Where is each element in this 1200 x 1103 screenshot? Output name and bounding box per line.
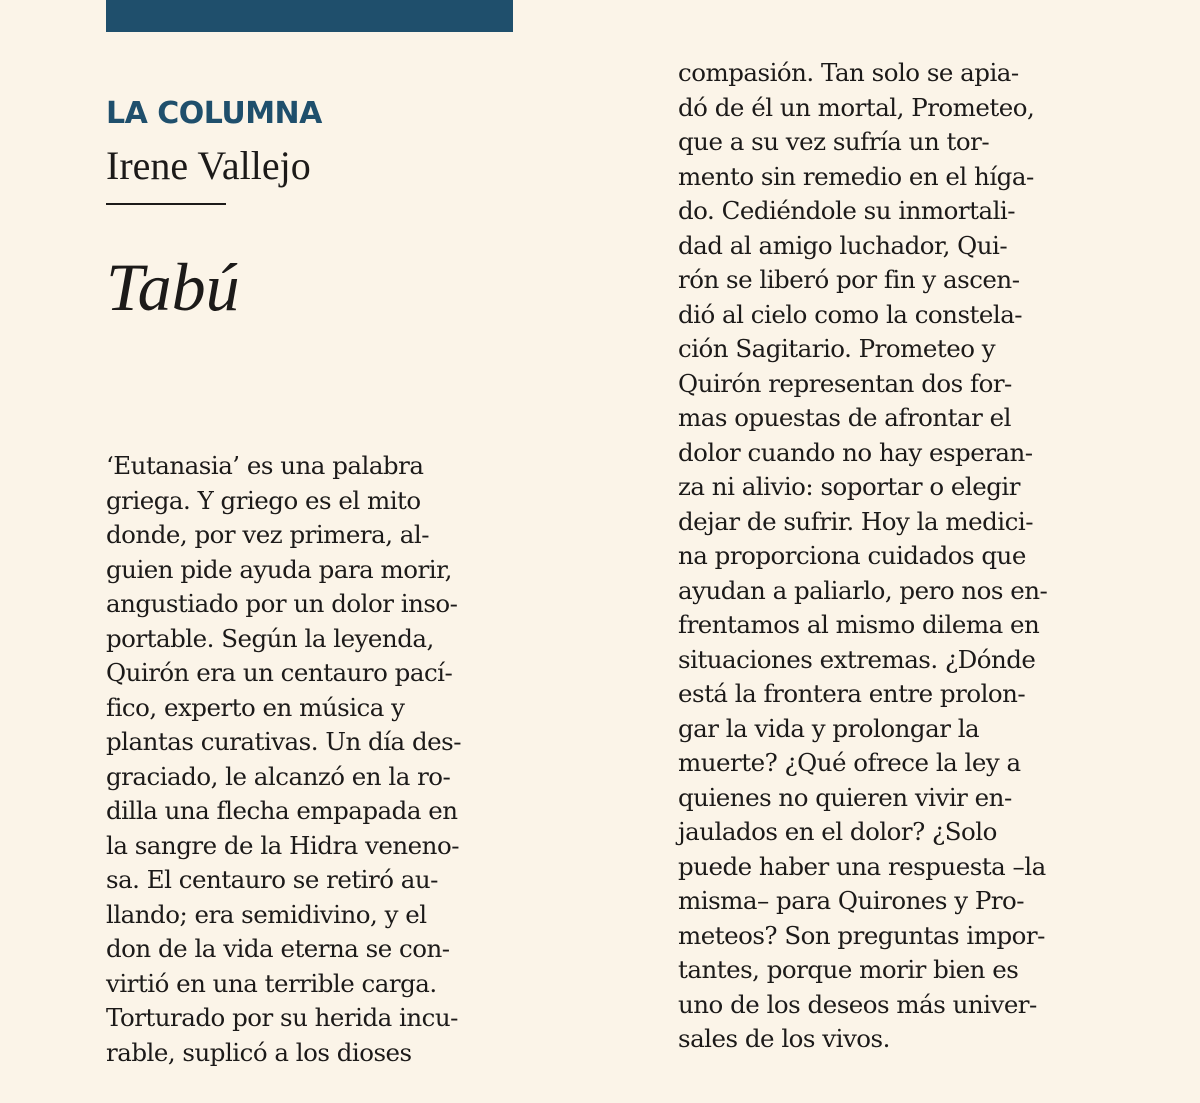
text-line: dó de él un mortal, Prometeo, (678, 92, 1035, 122)
text-line: mento sin remedio en el híga- (678, 161, 1034, 191)
text-line: plantas curativas. Un día des- (106, 727, 461, 756)
article-column-left (106, 449, 461, 1070)
text-line: llando; era semidivino, y el (106, 899, 427, 929)
text-line: guien pide ayuda para morir, (106, 554, 452, 584)
text-line: ción Sagitario. Prometeo y (678, 334, 996, 363)
article-column-right (678, 56, 1047, 1057)
text-line: na proporciona cuidados que (678, 541, 1026, 570)
text-line: jaulados en el dolor? ¿Solo (678, 817, 997, 846)
text-line: Quirón era un centauro pací- (106, 658, 453, 687)
text-line: gar la vida y prolongar la (678, 713, 980, 743)
text-line: do. Cediéndole su inmortali- (678, 196, 1016, 225)
text-line: mas opuestas de afrontar el (678, 403, 1011, 432)
text-line: muerte? ¿Qué ofrece la ley a (678, 748, 1021, 777)
author-divider (106, 203, 226, 205)
text-line: misma– para Quirones y Pro- (678, 886, 1025, 915)
text-line: dilla una flecha empapada en (106, 796, 458, 825)
text-line: sales de los vivos. (678, 1024, 890, 1053)
text-line: graciado, le alcanzó en la ro- (106, 761, 451, 791)
text-line: virtió en una terrible carga. (106, 968, 437, 998)
text-line: que a su vez sufría un tor- (678, 127, 990, 156)
text-line: ‘Eutanasia’ es una palabra (106, 451, 424, 480)
text-line: donde, por vez primera, al- (106, 520, 430, 549)
text-line: angustiado por un dolor inso- (106, 589, 458, 618)
text-line: portable. Según la leyenda, (106, 623, 434, 653)
text-line: dió al cielo como la constela- (678, 299, 1023, 329)
text-line: compasión. Tan solo se apia- (678, 58, 1019, 87)
text-line: sa. El centauro se retiró au- (106, 865, 438, 894)
text-line: Torturado por su herida incu- (106, 1003, 458, 1032)
text-line: meteos? Son preguntas impor- (678, 920, 1045, 950)
text-line: griega. Y griego es el mito (106, 485, 421, 515)
text-line: situaciones extremas. ¿Dónde (678, 644, 1036, 674)
text-line: uno de los deseos más univer- (678, 989, 1037, 1019)
text-line: dolor cuando no hay esperan- (678, 437, 1033, 467)
text-line: Quirón representan dos for- (678, 368, 1012, 398)
text-line: puede haber una respuesta –la (678, 851, 1046, 881)
text-line: rón se liberó por fin y ascen- (678, 265, 1020, 294)
text-line: dad al amigo luchador, Qui- (678, 230, 1008, 260)
author-name: Irene Vallejo (106, 143, 311, 188)
text-line: rable, suplicó a los dioses (106, 1037, 412, 1067)
text-line: quienes no quieren vivir en- (678, 782, 1012, 812)
text-line: ayudan a paliarlo, pero nos en- (678, 575, 1048, 605)
section-color-bar (106, 0, 513, 32)
text-line: está la frontera entre prolon- (678, 679, 1026, 708)
section-label: LA COLUMNA (106, 96, 322, 131)
text-line: frentamos al mismo dilema en (678, 610, 1040, 639)
text-line: za ni alivio: soportar o elegir (678, 472, 1020, 501)
text-line: don de la vida eterna se con- (106, 934, 450, 963)
text-line: la sangre de la Hidra veneno- (106, 830, 459, 860)
article-title: Tabú (106, 249, 240, 325)
text-line: fico, experto en música y (106, 692, 405, 722)
text-line: tantes, porque morir bien es (678, 955, 1019, 984)
text-line: dejar de sufrir. Hoy la medici- (678, 506, 1033, 536)
